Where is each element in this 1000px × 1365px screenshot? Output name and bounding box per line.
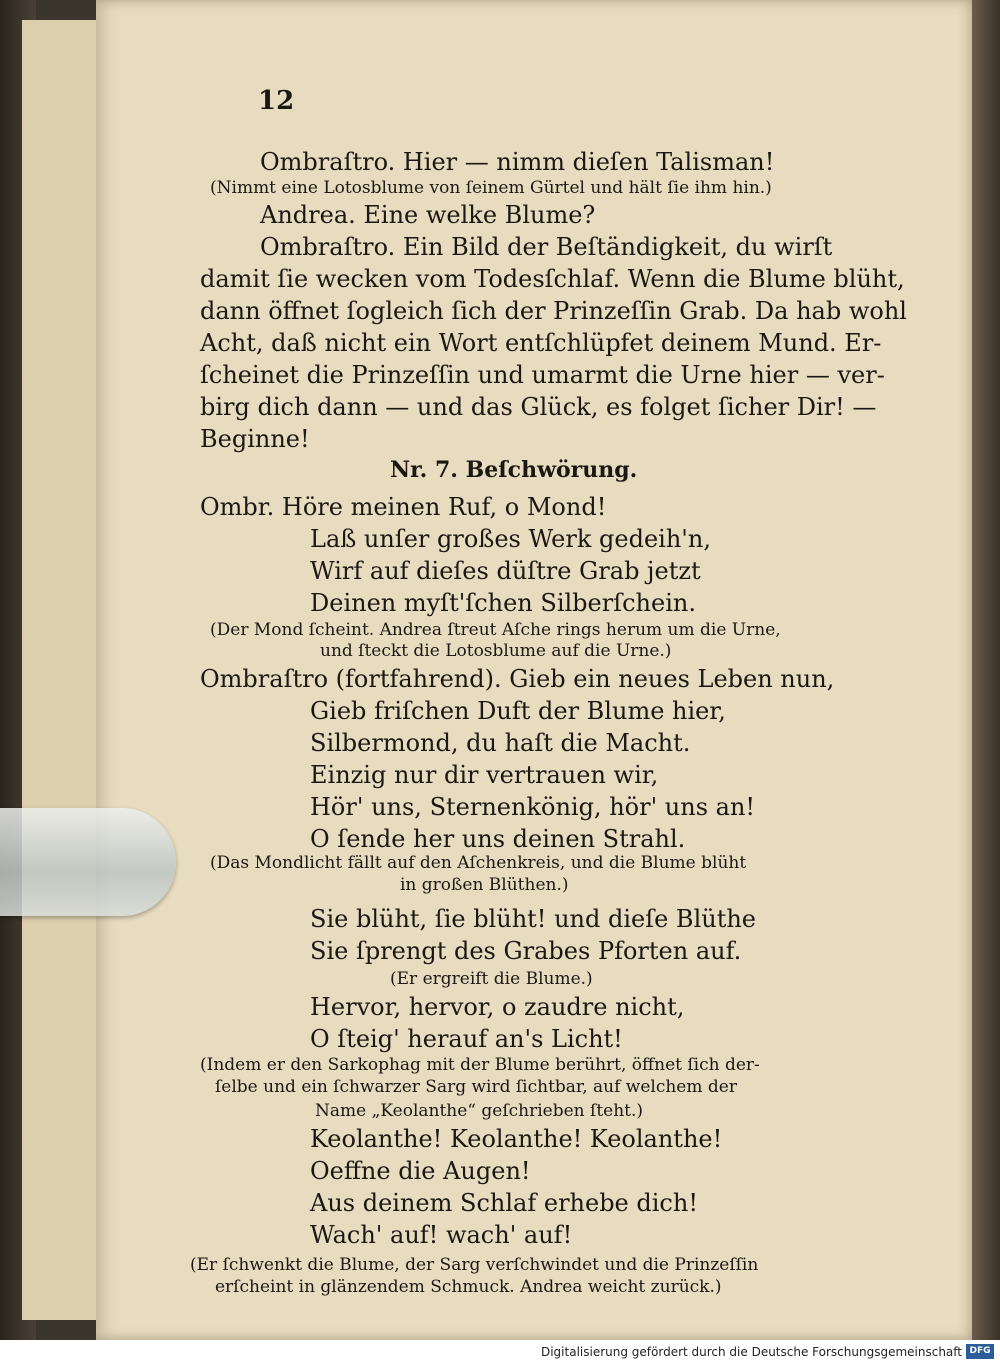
text-line: O ſende her uns deinen Strahl.	[310, 825, 686, 853]
text-line: Laß unſer großes Werk gedeih'n,	[310, 525, 711, 553]
text-line: Beginne!	[200, 425, 310, 453]
text-line: Sie blüht, ſie blüht! und dieſe Blüthe	[310, 905, 757, 933]
text-line: O ſteig' herauf an's Licht!	[310, 1025, 623, 1053]
text-line: Aus deinem Schlaf erhebe dich!	[310, 1189, 698, 1217]
text-line: birg dich dann — und das Glück, es folget ſicher Dir! —	[200, 393, 877, 421]
text-line: (Der Mond ſcheint. Andrea ſtreut Aſche rings herum um die Urne,	[210, 620, 781, 640]
dfg-logo: DFG	[966, 1344, 994, 1359]
footer-bar	[0, 1340, 1000, 1365]
text-line: (Nimmt eine Lotosblume von ſeinem Gürtel und hält ſie ihm hin.)	[210, 178, 772, 198]
text-line: Gieb friſchen Duft der Blume hier,	[310, 697, 726, 725]
text-line: Hör' uns, Sternenkönig, hör' uns an!	[310, 793, 756, 821]
text-line: Deinen myſt'ſchen Silberſchein.	[310, 589, 696, 617]
text-line: (Er ſchwenkt die Blume, der Sarg verſchwindet und die Prinzeſſin	[190, 1255, 759, 1275]
text-line: Acht, daß nicht ein Wort entſchlüpfet deinem Mund. Er-	[200, 329, 882, 357]
text-line: ſelbe und ein ſchwarzer Sarg wird ſichtbar, auf welchem der	[215, 1077, 737, 1097]
text-line: Ombraſtro. Hier — nimm dieſen Talisman!	[260, 148, 775, 176]
funding-note: Digitalisierung gefördert durch die Deutsche Forschungsgemeinschaft	[540, 1345, 962, 1359]
text-line: damit ſie wecken vom Todesſchlaf. Wenn die Blume blüht,	[200, 265, 905, 293]
text-line: Wirf auf dieſes düſtre Grab jetzt	[310, 557, 701, 585]
text-line: in großen Blüthen.)	[400, 875, 569, 895]
section-heading: Nr. 7. Beſchwörung.	[390, 457, 638, 483]
text-line: Name „Keolanthe“ geſchrieben ſteht.)	[315, 1101, 644, 1121]
text-line: ſcheinet die Prinzeſſin und umarmt die Urne hier — ver-	[200, 361, 885, 389]
text-line: (Er ergreift die Blume.)	[390, 969, 593, 989]
text-line: Ombraſtro. Ein Bild der Beſtändigkeit, du wirſt	[260, 233, 833, 261]
text-line: (Das Mondlicht fällt auf den Aſchenkreis, und die Blume blüht	[210, 853, 747, 873]
page-number: 12	[258, 86, 295, 116]
text-line: Oeffne die Augen!	[310, 1157, 531, 1185]
text-line: Sie ſprengt des Grabes Pforten auf.	[310, 937, 742, 965]
text-line: Einzig nur dir vertrauen wir,	[310, 761, 659, 789]
text-line: erſcheint in glänzendem Schmuck. Andrea weicht zurück.)	[215, 1277, 722, 1297]
page-clip	[0, 808, 176, 916]
text-line: Keolanthe! Keolanthe! Keolanthe!	[310, 1125, 723, 1153]
text-line: Ombr. Höre meinen Ruf, o Mond!	[200, 493, 607, 521]
text-line: Andrea. Eine welke Blume?	[260, 201, 596, 229]
text-line: Ombraſtro (fortfahrend). Gieb ein neues Leben nun,	[200, 665, 835, 693]
text-line: dann öffnet ſogleich ſich der Prinzeſſin Grab. Da hab wohl	[200, 297, 907, 325]
text-line: Silbermond, du haſt die Macht.	[310, 729, 691, 757]
text-line: Wach' auf! wach' auf!	[310, 1221, 573, 1249]
text-line: Hervor, hervor, o zaudre nicht,	[310, 993, 685, 1021]
text-line: (Indem er den Sarkophag mit der Blume berührt, öffnet ſich der-	[200, 1055, 760, 1075]
text-line: und ſteckt die Lotosblume auf die Urne.)	[320, 641, 672, 661]
book-cover-right	[972, 0, 1000, 1340]
